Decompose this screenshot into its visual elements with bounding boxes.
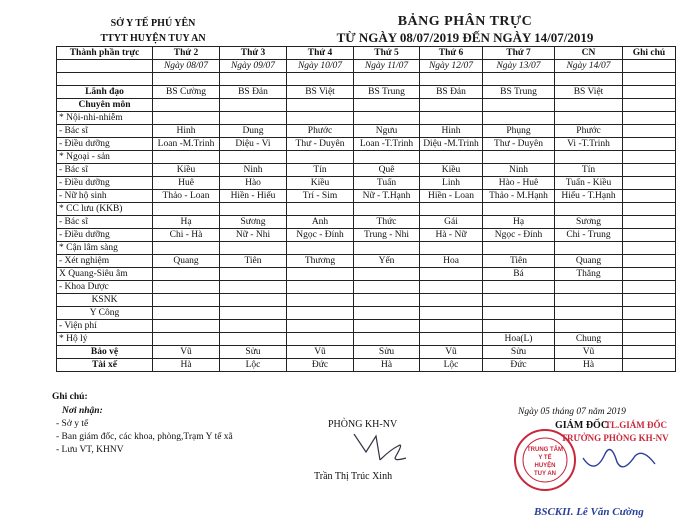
roster-cell: BS Việt (287, 86, 354, 99)
duty-roster-table (56, 46, 676, 372)
note-cell (623, 268, 676, 281)
roster-cell (220, 294, 287, 307)
table-row (57, 125, 676, 138)
roster-cell: Anh (287, 216, 354, 229)
date-cell: Ngày 09/07 (220, 60, 287, 73)
row-label: - Nữ hộ sinh (57, 190, 153, 203)
table-row (57, 190, 676, 203)
row-label: - Điều dưỡng (57, 177, 153, 190)
roster-cell: Loan -M.Trinh (153, 138, 220, 151)
roster-cell: Ngưu (354, 125, 420, 138)
roster-cell: Phước (287, 125, 354, 138)
roster-cell: Tín (555, 164, 623, 177)
row-label: Y Công (57, 307, 153, 320)
row-label: Chuyên môn (57, 99, 153, 112)
roster-cell: Quang (153, 255, 220, 268)
roster-cell (220, 99, 287, 112)
roster-cell: Chung (555, 333, 623, 346)
roster-cell (220, 112, 287, 125)
row-label: - Khoa Dược (57, 281, 153, 294)
roster-cell (220, 281, 287, 294)
org-header (88, 16, 218, 47)
roster-cell: BS Đản (220, 86, 287, 99)
org-line-2: TTYT HUYỆN TUY AN (100, 31, 205, 47)
roster-cell (420, 307, 483, 320)
roster-cell (287, 242, 354, 255)
roster-cell: Lộc (420, 359, 483, 372)
table-row (57, 281, 676, 294)
roster-cell (483, 242, 555, 255)
roster-cell (420, 242, 483, 255)
roster-cell: Phụng (483, 125, 555, 138)
note-cell (623, 177, 676, 190)
roster-cell: Hạ (483, 216, 555, 229)
roster-cell: Ninh (483, 164, 555, 177)
date-cell: Ngày 10/07 (287, 60, 354, 73)
roster-cell: Vũ (153, 346, 220, 359)
roster-cell: Tiên (483, 255, 555, 268)
note-cell (623, 229, 676, 242)
note-label: Ghi chú: (52, 392, 88, 402)
roster-cell (153, 112, 220, 125)
roster-cell (220, 333, 287, 346)
date-row (57, 60, 676, 73)
roster-cell: Thư - Duyên (483, 138, 555, 151)
roster-cell: Ngọc - Đính (483, 229, 555, 242)
roster-cell: Quang (555, 255, 623, 268)
row-label: X Quang-Siêu âm (57, 268, 153, 281)
roster-cell (483, 281, 555, 294)
roster-cell (354, 112, 420, 125)
dept-signature (346, 430, 416, 464)
row-label: * Ngoại - sản (57, 151, 153, 164)
roster-cell (420, 112, 483, 125)
row-label: Bảo vệ (57, 346, 153, 359)
recipient-list (56, 418, 233, 457)
roster-cell: Linh (420, 177, 483, 190)
roster-cell (153, 307, 220, 320)
date-cell: Ngày 12/07 (420, 60, 483, 73)
roster-cell (153, 281, 220, 294)
roster-cell: Hiền - Hiếu (220, 190, 287, 203)
row-label: Tài xế (57, 359, 153, 372)
svg-text:TL.GIÁM ĐỐC: TL.GIÁM ĐỐC (605, 420, 668, 430)
roster-cell: BS Trung (354, 86, 420, 99)
date-cell: Ngày 13/07 (483, 60, 555, 73)
note-cell (623, 281, 676, 294)
row-label: * CC lưu (KKB) (57, 203, 153, 216)
roster-cell: BS Đản (420, 86, 483, 99)
svg-text:TUY AN: TUY AN (533, 471, 557, 477)
table-row (57, 294, 676, 307)
note-cell (623, 255, 676, 268)
roster-cell: Gái (420, 216, 483, 229)
roster-cell (354, 268, 420, 281)
document-title-block (260, 13, 670, 46)
roster-cell: Hiếu - T.Hạnh (555, 190, 623, 203)
table-row (57, 164, 676, 177)
roster-cell: Tín (287, 164, 354, 177)
table-row (57, 99, 676, 112)
dept-title: PHÒNG KH-NV (328, 419, 398, 430)
roster-cell: Sương (555, 216, 623, 229)
roster-cell (354, 203, 420, 216)
table-row (57, 346, 676, 359)
roster-cell: Thức (354, 216, 420, 229)
roster-cell (483, 203, 555, 216)
roster-cell (420, 268, 483, 281)
roster-cell: Ngọc - Đính (287, 229, 354, 242)
col-header: Thứ 5 (354, 47, 420, 60)
roster-cell (220, 242, 287, 255)
table-row (57, 320, 676, 333)
roster-cell: Sửu (220, 346, 287, 359)
roster-cell: Vũ (420, 346, 483, 359)
roster-cell (420, 294, 483, 307)
svg-text:HUYỆN: HUYỆN (534, 463, 556, 469)
roster-cell (153, 99, 220, 112)
note-cell (623, 294, 676, 307)
director-name: BSCKII. Lê Văn Cường (534, 506, 644, 518)
note-cell (623, 203, 676, 216)
director-title: GIÁM ĐỐC (555, 420, 609, 431)
roster-cell (153, 203, 220, 216)
note-cell (623, 346, 676, 359)
roster-cell (483, 112, 555, 125)
roster-cell (153, 294, 220, 307)
note-cell (623, 99, 676, 112)
col-header: Thứ 7 (483, 47, 555, 60)
roster-cell (420, 333, 483, 346)
roster-cell (287, 281, 354, 294)
roster-cell: Thảo - Loan (153, 190, 220, 203)
roster-cell: Nữ - T.Hạnh (354, 190, 420, 203)
table-row (57, 151, 676, 164)
roster-cell: Diệu -M.Trinh (420, 138, 483, 151)
row-label: - Điều dưỡng (57, 138, 153, 151)
roster-cell: Vi -T.Trinh (555, 138, 623, 151)
roster-cell (555, 307, 623, 320)
roster-cell: Nữ - Nhi (220, 229, 287, 242)
col-header: CN (555, 47, 623, 60)
roster-cell: Tiên (220, 255, 287, 268)
roster-cell (220, 307, 287, 320)
roster-cell (287, 151, 354, 164)
roster-cell: Kiều (420, 164, 483, 177)
row-label: - Bác sĩ (57, 125, 153, 138)
roster-cell (483, 307, 555, 320)
roster-cell (287, 333, 354, 346)
table-row (57, 216, 676, 229)
roster-cell: Hiền - Loan (420, 190, 483, 203)
roster-cell: Chi - Trung (555, 229, 623, 242)
roster-cell: Kiều (153, 164, 220, 177)
spacer-row (57, 73, 676, 86)
roster-cell (555, 281, 623, 294)
date-cell: Ngày 08/07 (153, 60, 220, 73)
table-row (57, 255, 676, 268)
roster-cell: BS Cường (153, 86, 220, 99)
roster-cell (555, 294, 623, 307)
row-label: - Xét nghiệm (57, 255, 153, 268)
roster-cell: Huê (153, 177, 220, 190)
svg-text:Y TẾ: Y TẾ (538, 455, 552, 461)
roster-cell (153, 268, 220, 281)
roster-cell (153, 151, 220, 164)
roster-cell: Chi - Hà (153, 229, 220, 242)
date-cell: Ngày 11/07 (354, 60, 420, 73)
roster-cell: Thư - Duyên (287, 138, 354, 151)
col-header: Ghi chú (623, 47, 676, 60)
roster-cell (287, 307, 354, 320)
roster-cell (555, 151, 623, 164)
roster-cell (220, 320, 287, 333)
roster-cell (420, 99, 483, 112)
roster-cell (483, 99, 555, 112)
recipient-item: - Lưu VT, KHNV (56, 445, 124, 455)
roster-cell: Thương (287, 255, 354, 268)
roster-cell (420, 203, 483, 216)
roster-cell: Hà (354, 359, 420, 372)
row-label: * Hộ lý (57, 333, 153, 346)
roster-cell (220, 151, 287, 164)
roster-cell: Sương (220, 216, 287, 229)
roster-cell (483, 294, 555, 307)
row-label: Lãnh đạo (57, 86, 153, 99)
roster-body (57, 86, 676, 372)
roster-cell: Phước (555, 125, 623, 138)
roster-cell: Hoa (420, 255, 483, 268)
document-title: BẢNG PHÂN TRỰC (397, 14, 533, 29)
roster-cell (420, 281, 483, 294)
row-label: - Bác sĩ (57, 164, 153, 177)
table-row (57, 333, 676, 346)
roster-cell (354, 242, 420, 255)
table-row (57, 307, 676, 320)
col-header: Thứ 3 (220, 47, 287, 60)
roster-cell: Thăng (555, 268, 623, 281)
row-label: * Nội-nhi-nhiễm (57, 112, 153, 125)
note-cell (623, 164, 676, 177)
roster-cell: Quê (354, 164, 420, 177)
roster-cell: Hào - Huê (483, 177, 555, 190)
roster-cell: Hà (153, 359, 220, 372)
roster-cell (354, 307, 420, 320)
roster-cell (153, 242, 220, 255)
recipient-item: - Ban giám đốc, các khoa, phòng,Trạm Y tế xã (56, 432, 233, 442)
recipient-item: - Sở y tế (56, 419, 89, 429)
roster-cell: BS Trung (483, 86, 555, 99)
roster-cell (153, 320, 220, 333)
roster-cell: Tuấn (354, 177, 420, 190)
note-cell (623, 138, 676, 151)
roster-cell (555, 242, 623, 255)
row-label: - Bác sĩ (57, 216, 153, 229)
table-row (57, 177, 676, 190)
roster-cell: Sửu (354, 346, 420, 359)
note-cell (623, 307, 676, 320)
roster-cell: Thảo - M.Hạnh (483, 190, 555, 203)
table-row (57, 268, 676, 281)
roster-cell (354, 320, 420, 333)
table-row (57, 242, 676, 255)
roster-cell (354, 281, 420, 294)
roster-cell (555, 203, 623, 216)
roster-cell: Dung (220, 125, 287, 138)
org-line-1: SỞ Y TẾ PHÚ YÊN (110, 18, 196, 29)
col-header: Thành phần trực (57, 47, 153, 60)
date-cell: Ngày 14/07 (555, 60, 623, 73)
note-cell (623, 151, 676, 164)
roster-cell (555, 99, 623, 112)
roster-cell (420, 320, 483, 333)
roster-cell: Yến (354, 255, 420, 268)
roster-cell: Sửu (483, 346, 555, 359)
roster-cell: Đức (483, 359, 555, 372)
roster-cell: Loan -T.Trinh (354, 138, 420, 151)
dept-signer-name: Trần Thị Trúc Xinh (314, 471, 393, 482)
roster-cell (220, 268, 287, 281)
header-row (57, 47, 676, 60)
table-row (57, 359, 676, 372)
roster-cell (354, 294, 420, 307)
note-cell (623, 216, 676, 229)
roster-cell (287, 268, 354, 281)
row-label: - Điều dưỡng (57, 229, 153, 242)
table-row (57, 229, 676, 242)
roster-cell (555, 112, 623, 125)
roster-cell (420, 151, 483, 164)
table-row (57, 138, 676, 151)
roster-cell: Ninh (220, 164, 287, 177)
roster-cell: Bá (483, 268, 555, 281)
roster-cell (287, 320, 354, 333)
note-cell (623, 242, 676, 255)
roster-cell: Hạ (153, 216, 220, 229)
empty-cell (623, 60, 676, 73)
roster-cell (483, 320, 555, 333)
roster-cell: Tuấn - Kiều (555, 177, 623, 190)
roster-cell (220, 203, 287, 216)
roster-cell (483, 151, 555, 164)
sign-date: Ngày 05 tháng 07 năm 2019 (518, 407, 626, 417)
svg-text:TRƯỞNG PHÒNG KH-NV: TRƯỞNG PHÒNG KH-NV (561, 433, 669, 443)
table-row (57, 203, 676, 216)
roster-cell: Vũ (287, 346, 354, 359)
roster-cell: Hinh (420, 125, 483, 138)
roster-cell: Lộc (220, 359, 287, 372)
note-cell (623, 190, 676, 203)
col-header: Thứ 6 (420, 47, 483, 60)
note-cell (623, 333, 676, 346)
roster-cell: Hào (220, 177, 287, 190)
row-label: - Viện phí (57, 320, 153, 333)
table-row (57, 86, 676, 99)
roster-cell (153, 333, 220, 346)
roster-cell (287, 112, 354, 125)
row-label: KSNK (57, 294, 153, 307)
document-subtitle: TỪ NGÀY 08/07/2019 ĐẾN NGÀY 14/07/2019 (336, 30, 594, 45)
empty-cell (57, 60, 153, 73)
roster-cell (287, 99, 354, 112)
roster-cell: Hinh (153, 125, 220, 138)
recipients-label: Nơi nhận: (62, 406, 103, 416)
roster-cell: Hoa(L) (483, 333, 555, 346)
roster-cell: Hà - Nữ (420, 229, 483, 242)
col-header: Thứ 4 (287, 47, 354, 60)
roster-cell (354, 333, 420, 346)
roster-cell (354, 99, 420, 112)
roster-cell: Hà (555, 359, 623, 372)
roster-cell (555, 320, 623, 333)
roster-cell (287, 203, 354, 216)
roster-cell: Trí - Sim (287, 190, 354, 203)
roster-cell: Đức (287, 359, 354, 372)
note-cell (623, 125, 676, 138)
roster-cell: Kiều (287, 177, 354, 190)
roster-cell: Diệu - Vi (220, 138, 287, 151)
svg-text:TRUNG TÂM: TRUNG TÂM (527, 447, 563, 453)
note-cell (623, 320, 676, 333)
note-cell (623, 86, 676, 99)
roster-cell: BS Việt (555, 86, 623, 99)
note-cell (623, 112, 676, 125)
row-label: * Cận lâm sàng (57, 242, 153, 255)
note-cell (623, 359, 676, 372)
roster-cell (287, 294, 354, 307)
roster-cell: Trung - Nhi (354, 229, 420, 242)
table-row (57, 112, 676, 125)
roster-cell: Vũ (555, 346, 623, 359)
roster-cell (354, 151, 420, 164)
col-header: Thứ 2 (153, 47, 220, 60)
